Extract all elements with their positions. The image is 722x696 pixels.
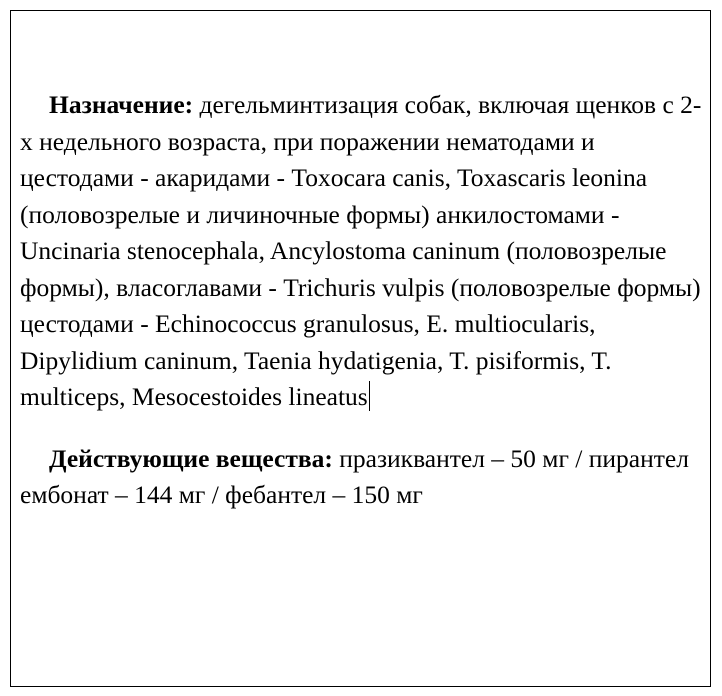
active-substances-text: празиквантел – 50 мг / пирантел ембонат – 144 мг / фебантел – 150 мг xyxy=(20,443,689,509)
purpose-paragraph xyxy=(20,87,706,416)
purpose-label: Назначение: xyxy=(49,90,194,119)
document-page xyxy=(10,10,711,687)
active-substances-label: Действующие вещества: xyxy=(49,443,333,473)
text-cursor xyxy=(369,381,370,411)
purpose-text: дегельминтизация собак, включая щенков с 2-х недельного возраста, при поражении нематодами и цестодами - акаридами - Toxocara canis, Toxascaris leonina (половозрелые и личиночные формы) анкилостомами - Uncinaria stenocephala, Ancylostoma caninum (половозрелые формы), власоглавами - Trichuris vulpis (половозрелые формы) цестодами - Echinococcus granulosus, E. multiocularis, Dipylidium caninum, Taenia hydatigenia, T. pisiformis, T. multiceps, Mesocestoides lineatus xyxy=(20,90,702,411)
active-substances-paragraph xyxy=(20,441,706,514)
document-body[interactable] xyxy=(20,87,706,514)
